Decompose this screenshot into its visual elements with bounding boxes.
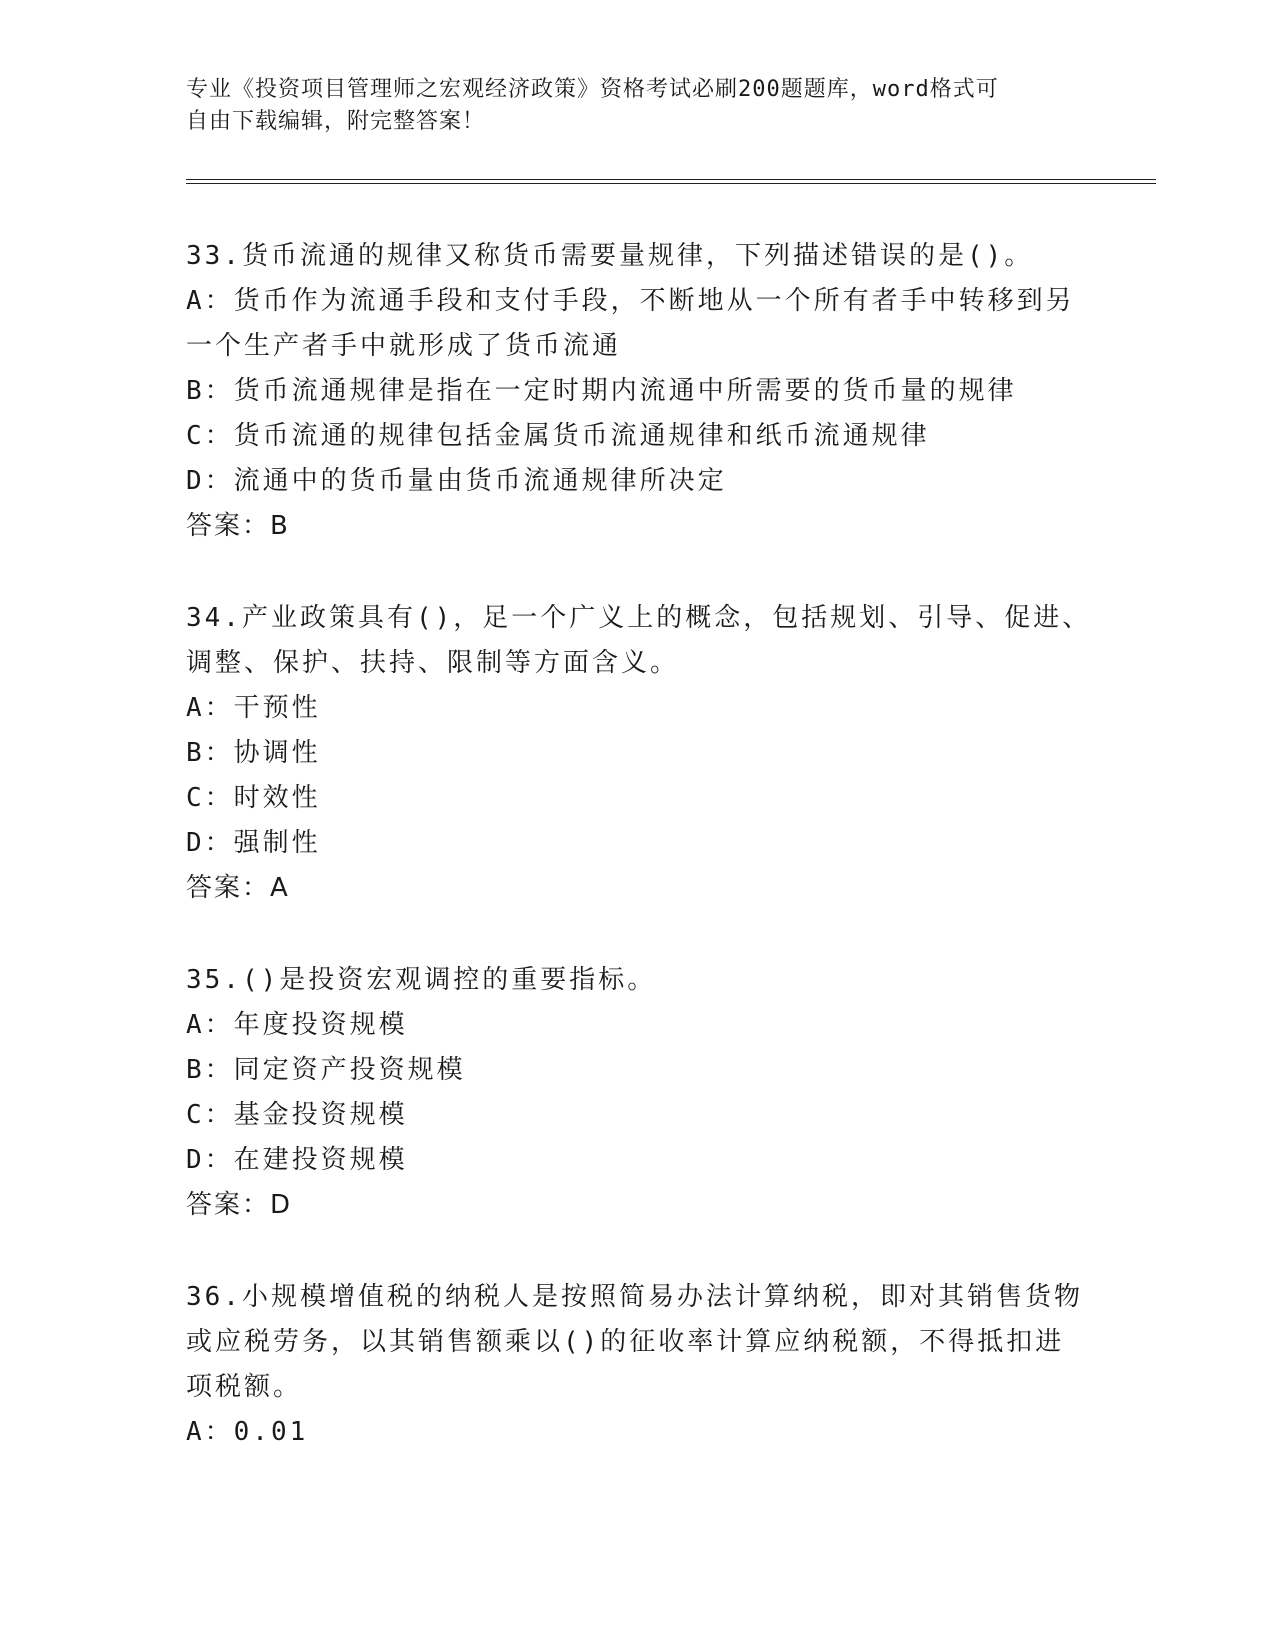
option-c: C：货币流通的规律包括金属货币流通规律和纸币流通规律 (186, 421, 930, 451)
question-text: 36.小规模增值税的纳税人是按照简易办法计算纳税，即对其销售货物 (186, 1282, 1083, 1312)
question-33 (186, 234, 1086, 549)
option-c: C：基金投资规模 (186, 1100, 408, 1130)
question-text-continued: 调整、保护、扶持、限制等方面含义。 (186, 648, 680, 678)
answer-line: 答案：B (186, 511, 290, 541)
question-text-continued: 项税额。 (186, 1372, 303, 1402)
option-a: A：干预性 (186, 693, 321, 723)
question-list (186, 234, 1092, 1502)
header-divider (186, 179, 1156, 180)
question-text: 35.()是投资宏观调控的重要指标。 (186, 965, 657, 995)
header-line: 自由下载编辑，附完整答案！ (186, 109, 486, 134)
option-b: B：货币流通规律是指在一定时期内流通中所需要的货币量的规律 (186, 376, 1017, 406)
option-a: A：年度投资规模 (186, 1010, 408, 1040)
option-a-continued: 一个生产者手中就形成了货币流通 (186, 331, 622, 361)
question-36 (186, 1275, 1086, 1455)
answer-line: 答案：D (186, 1190, 293, 1220)
question-text: 34.产业政策具有()，足一个广义上的概念，包括规划、引导、促进、 (186, 603, 1092, 633)
option-a: A：0.01 (186, 1417, 309, 1447)
option-c: C：时效性 (186, 783, 321, 813)
option-d: D：在建投资规模 (186, 1145, 408, 1175)
answer-line: 答案：A (186, 873, 290, 903)
header-line: 专业《投资项目管理师之宏观经济政策》资格考试必刷200题题库，word格式可 (186, 77, 999, 102)
question-text-continued: 或应税劳务，以其销售额乘以()的征收率计算应纳税额，不得抵扣进 (186, 1327, 1065, 1357)
option-d: D：强制性 (186, 828, 321, 858)
question-text: 33.货币流通的规律又称货币需要量规律，下列描述错误的是()。 (186, 241, 1034, 271)
question-34 (186, 596, 1092, 911)
option-d: D：流通中的货币量由货币流通规律所决定 (186, 466, 727, 496)
option-b: B：协调性 (186, 738, 321, 768)
page-header (186, 74, 1086, 138)
option-b: B：同定资产投资规模 (186, 1055, 466, 1085)
option-a: A：货币作为流通手段和支付手段，不断地从一个所有者手中转移到另 (186, 286, 1075, 316)
question-35 (186, 958, 1086, 1228)
header-divider (186, 183, 1156, 184)
